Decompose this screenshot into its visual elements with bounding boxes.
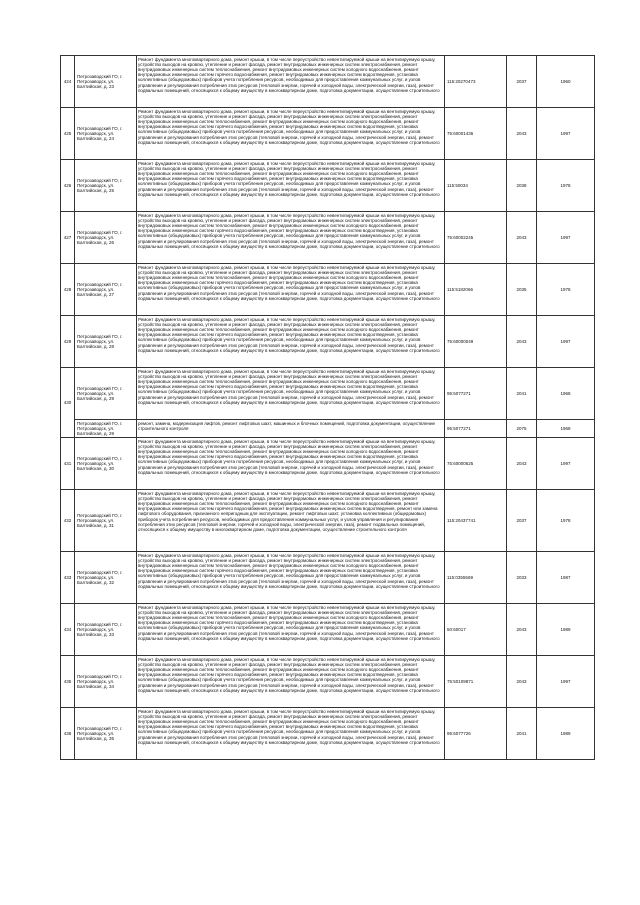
address-line: Балтийская, д. 34: [77, 684, 115, 690]
building-code-cell: 95:5077726: [445, 708, 507, 760]
building-code-cell: 75:60002245: [445, 212, 507, 264]
planned-year-cell: 2041: [507, 368, 537, 420]
address-line: Петрозаводский ГО, г.: [77, 420, 123, 426]
table-row: [61, 420, 595, 438]
row-number: 424: [61, 56, 75, 108]
planned-year-cell: 2075: [507, 420, 537, 438]
address-line: Петрозаводск, ул.: [77, 182, 115, 188]
address-line: Балтийская, д. 30: [77, 466, 115, 472]
address-line: Балтийская, д. 26: [77, 240, 115, 246]
address-cell: [75, 56, 137, 108]
work-description-cell: ремонт, замена, модернизация лифтов, ремонт лифтовых шахт, машинных и блочных помещений, подготовка документации, осуществление строительного контроля: [137, 420, 445, 438]
planned-year-cell: 2043: [507, 212, 537, 264]
row-number: 433: [61, 552, 75, 604]
build-year-cell: 1960: [537, 56, 595, 108]
address-line: Балтийская, д. 33: [77, 632, 115, 638]
table-row: [61, 438, 595, 490]
row-number: 432: [61, 490, 75, 552]
address-line: Петрозаводск, ул.: [77, 626, 115, 632]
capital-repair-table: [60, 55, 595, 760]
document-page: [60, 55, 594, 760]
address-line: Петрозаводск, ул.: [77, 234, 115, 240]
planned-year-cell: 2038: [507, 160, 537, 212]
address-line: Петрозаводский ГО, г.: [77, 621, 123, 627]
address-cell: [75, 212, 137, 264]
build-year-cell: 1997: [537, 438, 595, 490]
build-year-cell: 1978: [537, 490, 595, 552]
address-line: Балтийская, д. 35: [77, 736, 115, 742]
address-line: Петрозаводский ГО, г.: [77, 385, 123, 391]
table-row: [61, 56, 595, 108]
address-line: Петрозаводский ГО, г.: [77, 177, 123, 183]
address-cell: [75, 438, 137, 490]
table-row: [61, 212, 595, 264]
work-description-cell: Ремонт фундамента многоквартирного дома, ремонт крыши, в том числе переустройство невентилируемой крыши на вентилируемую крышу, устройство выходов на кровлю, утепление и ремонт фасада, ремонт внутридомовых инженерных систем электроснабжения, ремонт внутридомовых инженерных систем теплоснабжения, ремонт внутридомовых инженерных систем холодного водоснабжения, ремонт внутридомовых инженерных систем горячего водоснабжения, ремонт внутридомовых инженерных систем водоотведения, установка коллективных (общедомовых) приборов учета потребления ресурсов, необходимых для предоставления коммунальных услуг, и узлов управления и регулирования потребления этих ресурсов (тепловой энергии, горячей и холодной воды, электрической энергии, газа), ремонт подвальных помещений, относящихся к общему имуществу в многоквартирном доме, подготовка документации, осуществление строительного: [137, 108, 445, 160]
table-row: [61, 160, 595, 212]
address-line: Петрозаводск, ул.: [77, 574, 115, 580]
planned-year-cell: 2043: [507, 604, 537, 656]
address-line: Петрозаводский ГО, г.: [77, 333, 123, 339]
work-description-cell: Ремонт фундамента многоквартирного дома, ремонт крыши, в том числе переустройство невентилируемой крыши на вентилируемую крышу, устройство выходов на кровлю, утепление и ремонт фасада, ремонт внутридомовых инженерных систем электроснабжения, ремонт внутридомовых инженерных систем теплоснабжения, ремонт внутридомовых инженерных систем холодного водоснабжения, ремонт внутридомовых инженерных систем горячего водоснабжения, ремонт внутридомовых инженерных систем водоотведения, установка коллективных (общедомовых) приборов учета потребления ресурсов, необходимых для предоставления коммунальных услуг, и узлов управления и регулирования потребления этих ресурсов (тепловой энергии, горячей и холодной воды, электрической энергии, газа), ремонт подвальных помещений, относящихся к общему имуществу в многоквартирном доме, подготовка документации, осуществление строительного: [137, 708, 445, 760]
table-row: [61, 368, 595, 420]
building-code-cell: 115:50034: [445, 160, 507, 212]
planned-year-cell: 2043: [507, 108, 537, 160]
building-code-cell: 115:0355569: [445, 552, 507, 604]
work-description-cell: Ремонт фундамента многоквартирного дома, ремонт крыши, в том числе переустройство невентилируемой крыши на вентилируемую крышу, устройство выходов на кровлю, утепление и ремонт фасада, ремонт внутридомовых инженерных систем электроснабжения, ремонт внутридомовых инженерных систем теплоснабжения, ремонт внутридомовых инженерных систем холодного водоснабжения, ремонт внутридомовых инженерных систем горячего водоснабжения, ремонт внутридомовых инженерных систем водоотведения, установка коллективных (общедомовых) приборов учета потребления ресурсов, необходимых для предоставления коммунальных услуг, и узлов управления и регулирования потребления этих ресурсов (тепловой энергии, горячей и холодной воды, электрической энергии, газа), ремонт подвальных помещений, относящихся к общему имуществу в многоквартирном доме, подготовка документации, осуществление строительного: [137, 212, 445, 264]
address-line: Балтийская, д. 32: [77, 580, 115, 586]
address-line: Петрозаводский ГО, г.: [77, 569, 123, 575]
address-line: Петрозаводский ГО, г.: [77, 673, 123, 679]
address-line: Петрозаводский ГО, г.: [77, 281, 123, 287]
address-line: Балтийская, д. 27: [77, 292, 115, 298]
work-description-cell: Ремонт фундамента многоквартирного дома, ремонт крыши, в том числе переустройство невентилируемой крыши на вентилируемую крышу, устройство выходов на кровлю, утепление и ремонт фасада, ремонт внутридомовых инженерных систем электроснабжения, ремонт внутридомовых инженерных систем теплоснабжения, ремонт внутридомовых инженерных систем холодного водоснабжения, ремонт внутридомовых инженерных систем горячего водоснабжения, ремонт внутридомовых инженерных систем водоотведения, установка коллективных (общедомовых) приборов учета потребления ресурсов, необходимых для предоставления коммунальных услуг, и узлов управления и регулирования потребления этих ресурсов (тепловой энергии, горячей и холодной воды, электрической энергии, газа), ремонт подвальных помещений, относящихся к общему имуществу в многоквартирном доме, подготовка документации, осуществление строительного: [137, 56, 445, 108]
building-code-cell: 75:60001436: [445, 108, 507, 160]
address-cell: [75, 490, 137, 552]
building-code-cell: 95:5077271: [445, 368, 507, 420]
row-number: 431: [61, 438, 75, 490]
planned-year-cell: 2035: [507, 264, 537, 316]
address-line: Балтийская, д. 24: [77, 136, 115, 142]
build-year-cell: 1968: [537, 368, 595, 420]
building-code-cell: 50:60017: [445, 604, 507, 656]
table-row: [61, 552, 595, 604]
address-cell: [75, 604, 137, 656]
address-line: Петрозаводск, ул.: [77, 460, 115, 466]
address-line: Балтийская, д. 31: [77, 523, 115, 529]
address-cell: [75, 552, 137, 604]
planned-year-cell: 2043: [507, 656, 537, 708]
building-code-cell: 115:20270473: [445, 56, 507, 108]
address-line: Петрозаводский ГО, г.: [77, 73, 123, 79]
building-code-cell: 75:60000625: [445, 438, 507, 490]
table-row: [61, 708, 595, 760]
planned-year-cell: 2043: [507, 438, 537, 490]
table-row: [61, 316, 595, 368]
address-line: Петрозаводск, ул.: [77, 517, 115, 523]
build-year-cell: 1968: [537, 420, 595, 438]
address-cell: [75, 708, 137, 760]
build-year-cell: 1989: [537, 708, 595, 760]
row-number: 435: [61, 656, 75, 708]
row-number: 429: [61, 316, 75, 368]
building-code-cell: 115:20437741: [445, 490, 507, 552]
address-line: Петрозаводск, ул.: [77, 678, 115, 684]
address-line: Балтийская, д. 29: [77, 431, 115, 437]
work-description-cell: Ремонт фундамента многоквартирного дома, ремонт крыши, в том числе переустройство невентилируемой крыши на вентилируемую крышу, устройство выходов на кровлю, утепление и ремонт фасада, ремонт внутридомовых инженерных систем электроснабжения, ремонт внутридомовых инженерных систем теплоснабжения, ремонт внутридомовых инженерных систем холодного водоснабжения, ремонт внутридомовых инженерных систем горячего водоснабжения, ремонт внутридомовых инженерных систем водоотведения, установка коллективных (общедомовых) приборов учета потребления ресурсов, необходимых для предоставления коммунальных услуг, и узлов управления и регулирования потребления этих ресурсов (тепловой энергии, горячей и холодной воды, электрической энергии, газа), ремонт подвальных помещений, относящихся к общему имуществу в многоквартирном доме, подготовка документации, осуществление строительного: [137, 552, 445, 604]
address-cell: [75, 264, 137, 316]
address-line: Петрозаводск, ул.: [77, 338, 115, 344]
address-line: Балтийская, д. 28: [77, 344, 115, 350]
address-cell: [75, 316, 137, 368]
address-cell: [75, 160, 137, 212]
building-code-cell: 115:5182066: [445, 264, 507, 316]
building-code-cell: 75:60000049: [445, 316, 507, 368]
table-body: [61, 56, 595, 760]
row-number: 428: [61, 264, 75, 316]
build-year-cell: 1997: [537, 656, 595, 708]
row-number: 434: [61, 604, 75, 656]
table-row: [61, 656, 595, 708]
build-year-cell: 1978: [537, 160, 595, 212]
building-code-cell: 75:50109871: [445, 656, 507, 708]
planned-year-cell: 2037: [507, 56, 537, 108]
address-line: Петрозаводск, ул.: [77, 390, 115, 396]
build-year-cell: 1978: [537, 264, 595, 316]
work-description-cell: Ремонт фундамента многоквартирного дома, ремонт крыши, в том числе переустройство невентилируемой крыши на вентилируемую крышу, устройство выходов на кровлю, утепление и ремонт фасада, ремонт внутридомовых инженерных систем электроснабжения, ремонт внутридомовых инженерных систем теплоснабжения, ремонт внутридомовых инженерных систем холодного водоснабжения, ремонт внутридомовых инженерных систем горячего водоснабжения, ремонт внутридомовых инженерных систем водоотведения, установка коллективных (общедомовых) приборов учета потребления ресурсов, необходимых для предоставления коммунальных услуг, и узлов управления и регулирования потребления этих ресурсов (тепловой энергии, горячей и холодной воды, электрической энергии, газа), ремонт подвальных помещений, относящихся к общему имуществу в многоквартирном доме, подготовка документации, осуществление строительного: [137, 656, 445, 708]
work-description-cell: Ремонт фундамента многоквартирного дома, ремонт крыши, в том числе переустройство невентилируемой крыши на вентилируемую крышу, устройство выходов на кровлю, утепление и ремонт фасада, ремонт внутридомовых инженерных систем электроснабжения, ремонт внутридомовых инженерных систем теплоснабжения, ремонт внутридомовых инженерных систем холодного водоснабжения, ремонт внутридомовых инженерных систем горячего водоснабжения, ремонт внутридомовых инженерных систем водоотведения, установка коллективных (общедомовых) приборов учета потребления ресурсов, необходимых для предоставления коммунальных услуг, и узлов управления и регулирования потребления этих ресурсов (тепловой энергии, горячей и холодной воды, электрической энергии, газа), ремонт подвальных помещений, относящихся к общему имуществу в многоквартирном доме, подготовка документации, осуществление строительного: [137, 438, 445, 490]
planned-year-cell: 2043: [507, 316, 537, 368]
address-line: Петрозаводск, ул.: [77, 130, 115, 136]
table-row: [61, 108, 595, 160]
table-row: [61, 264, 595, 316]
row-number: 427: [61, 212, 75, 264]
address-line: Петрозаводск, ул.: [77, 286, 115, 292]
address-cell: [75, 656, 137, 708]
address-line: Петрозаводск, ул.: [77, 425, 115, 431]
build-year-cell: 1987: [537, 552, 595, 604]
address-line: Балтийская, д. 29: [77, 396, 115, 402]
address-line: Петрозаводск, ул.: [77, 730, 115, 736]
row-number: 436: [61, 708, 75, 760]
address-cell: [75, 108, 137, 160]
address-cell: [75, 420, 137, 438]
address-line: Балтийская, д. 23: [77, 84, 115, 90]
planned-year-cell: 2041: [507, 708, 537, 760]
address-line: Петрозаводский ГО, г.: [77, 125, 123, 131]
address-cell: [75, 368, 137, 420]
work-description-cell: Ремонт фундамента многоквартирного дома, ремонт крыши, в том числе переустройство невентилируемой крыши на вентилируемую крышу, устройство выходов на кровлю, утепление и ремонт фасада, ремонт внутридомовых инженерных систем электроснабжения, ремонт внутридомовых инженерных систем теплоснабжения, ремонт внутридомовых инженерных систем холодного водоснабжения, ремонт внутридомовых инженерных систем горячего водоснабжения, ремонт внутридомовых инженерных систем водоотведения, установка коллективных (общедомовых) приборов учета потребления ресурсов, необходимых для предоставления коммунальных услуг, и узлов управления и регулирования потребления этих ресурсов (тепловой энергии, горячей и холодной воды, электрической энергии, газа), ремонт подвальных помещений, относящихся к общему имуществу в многоквартирном доме, подготовка документации, осуществление строительного: [137, 160, 445, 212]
address-line: Петрозаводск, ул.: [77, 78, 115, 84]
build-year-cell: 1997: [537, 212, 595, 264]
building-code-cell: 95:5077271: [445, 420, 507, 438]
build-year-cell: 1997: [537, 316, 595, 368]
planned-year-cell: 2033: [507, 552, 537, 604]
row-number: 425: [61, 108, 75, 160]
work-description-cell: Ремонт фундамента многоквартирного дома, ремонт крыши, в том числе переустройство невентилируемой крыши на вентилируемую крышу, устройство выходов на кровлю, утепление и ремонт фасада, ремонт внутридомовых инженерных систем электроснабжения, ремонт внутридомовых инженерных систем теплоснабжения, ремонт внутридомовых инженерных систем холодного водоснабжения, ремонт внутридомовых инженерных систем горячего водоснабжения, ремонт внутридомовых инженерных систем водоотведения, установка коллективных (общедомовых) приборов учета потребления ресурсов, необходимых для предоставления коммунальных услуг, и узлов управления и регулирования потребления этих ресурсов (тепловой энергии, горячей и холодной воды, электрической энергии, газа), ремонт подвальных помещений, относящихся к общему имуществу в многоквартирном доме, подготовка документации, осуществление строительного: [137, 264, 445, 316]
address-line: Балтийская, д. 25: [77, 188, 115, 194]
address-line: Петрозаводский ГО, г.: [77, 512, 123, 518]
address-line: Петрозаводский ГО, г.: [77, 725, 123, 731]
build-year-cell: 1989: [537, 604, 595, 656]
table-row: [61, 490, 595, 552]
address-line: Петрозаводский ГО, г.: [77, 455, 123, 461]
row-number: 430: [61, 368, 75, 438]
work-description-cell: Ремонт фундамента многоквартирного дома, ремонт крыши, в том числе переустройство невентилируемой крыши на вентилируемую крышу, устройство выходов на кровлю, утепление и ремонт фасада, ремонт внутридомовых инженерных систем электроснабжения, ремонт внутридомовых инженерных систем теплоснабжения, ремонт внутридомовых инженерных систем холодного водоснабжения, ремонт внутридомовых инженерных систем горячего водоснабжения, ремонт внутридомовых инженерных систем водоотведения, установка коллективных (общедомовых) приборов учета потребления ресурсов, необходимых для предоставления коммунальных услуг, и узлов управления и регулирования потребления этих ресурсов (тепловой энергии, горячей и холодной воды, электрической энергии, газа), ремонт подвальных помещений, относящихся к общему имуществу в многоквартирном доме, подготовка документации, осуществление строительного: [137, 368, 445, 420]
build-year-cell: 1997: [537, 108, 595, 160]
work-description-cell: Ремонт фундамента многоквартирного дома, ремонт крыши, в том числе переустройство невентилируемой крыши на вентилируемую крышу, устройство выходов на кровлю, утепление и ремонт фасада, ремонт внутридомовых инженерных систем электроснабжения, ремонт внутридомовых инженерных систем теплоснабжения, ремонт внутридомовых инженерных систем холодного водоснабжения, ремонт внутридомовых инженерных систем горячего водоснабжения, ремонт внутридомовых инженерных систем водоотведения, установка коллективных (общедомовых) приборов учета потребления ресурсов, необходимых для предоставления коммунальных услуг, и узлов управления и регулирования потребления этих ресурсов (тепловой энергии, горячей и холодной воды, электрической энергии, газа), ремонт подвальных помещений, относящихся к общему имуществу в многоквартирном доме, подготовка документации, осуществление строительного: [137, 316, 445, 368]
row-number: 426: [61, 160, 75, 212]
address-line: Петрозаводский ГО, г.: [77, 229, 123, 235]
planned-year-cell: 2037: [507, 490, 537, 552]
table-row: [61, 604, 595, 656]
work-description-cell: Ремонт фундамента многоквартирного дома, ремонт крыши, в том числе переустройство невентилируемой крыши на вентилируемую крышу, устройство выходов на кровлю, утепление и ремонт фасада, ремонт внутридомовых инженерных систем электроснабжения, ремонт внутридомовых инженерных систем теплоснабжения, ремонт внутридомовых инженерных систем холодного водоснабжения, ремонт внутридомовых инженерных систем горячего водоснабжения, ремонт внутридомовых инженерных систем водоотведения, установка коллективных (общедомовых) приборов учета потребления ресурсов, необходимых для предоставления коммунальных услуг, и узлов управления и регулирования потребления этих ресурсов (тепловой энергии, горячей и холодной воды, электрической энергии, газа), ремонт подвальных помещений, относящихся к общему имуществу в многоквартирном доме, подготовка документации, осуществление строительного: [137, 604, 445, 656]
work-description-cell: Ремонт фундамента многоквартирного дома, ремонт крыши, в том числе переустройство невентилируемой крыши на вентилируемую крышу, устройство выходов на кровлю, утепление и ремонт фасада, ремонт внутридомовых инженерных систем электроснабжения, ремонт внутридомовых инженерных систем теплоснабжения, ремонт внутридомовых инженерных систем холодного водоснабжения, ремонт внутридомовых инженерных систем горячего водоснабжения, ремонт внутридомовых инженерных систем водоотведения, ремонт или замена лифтового оборудования, признанного непригодным для эксплуатации, ремонт лифтовых шахт, установка коллективных (общедомовых) приборов учета потребления ресурсов, необходимых для предоставления коммунальных услуг, и узлов управления и регулирования потребления этих ресурсов (тепловой энергии, горячей и холодной воды, электрической энергии, газа), ремонт подвальных помещений, относящихся к общему имуществу в многоквартирном доме, подготовка документации, осуществление строительного контроля: [137, 490, 445, 552]
